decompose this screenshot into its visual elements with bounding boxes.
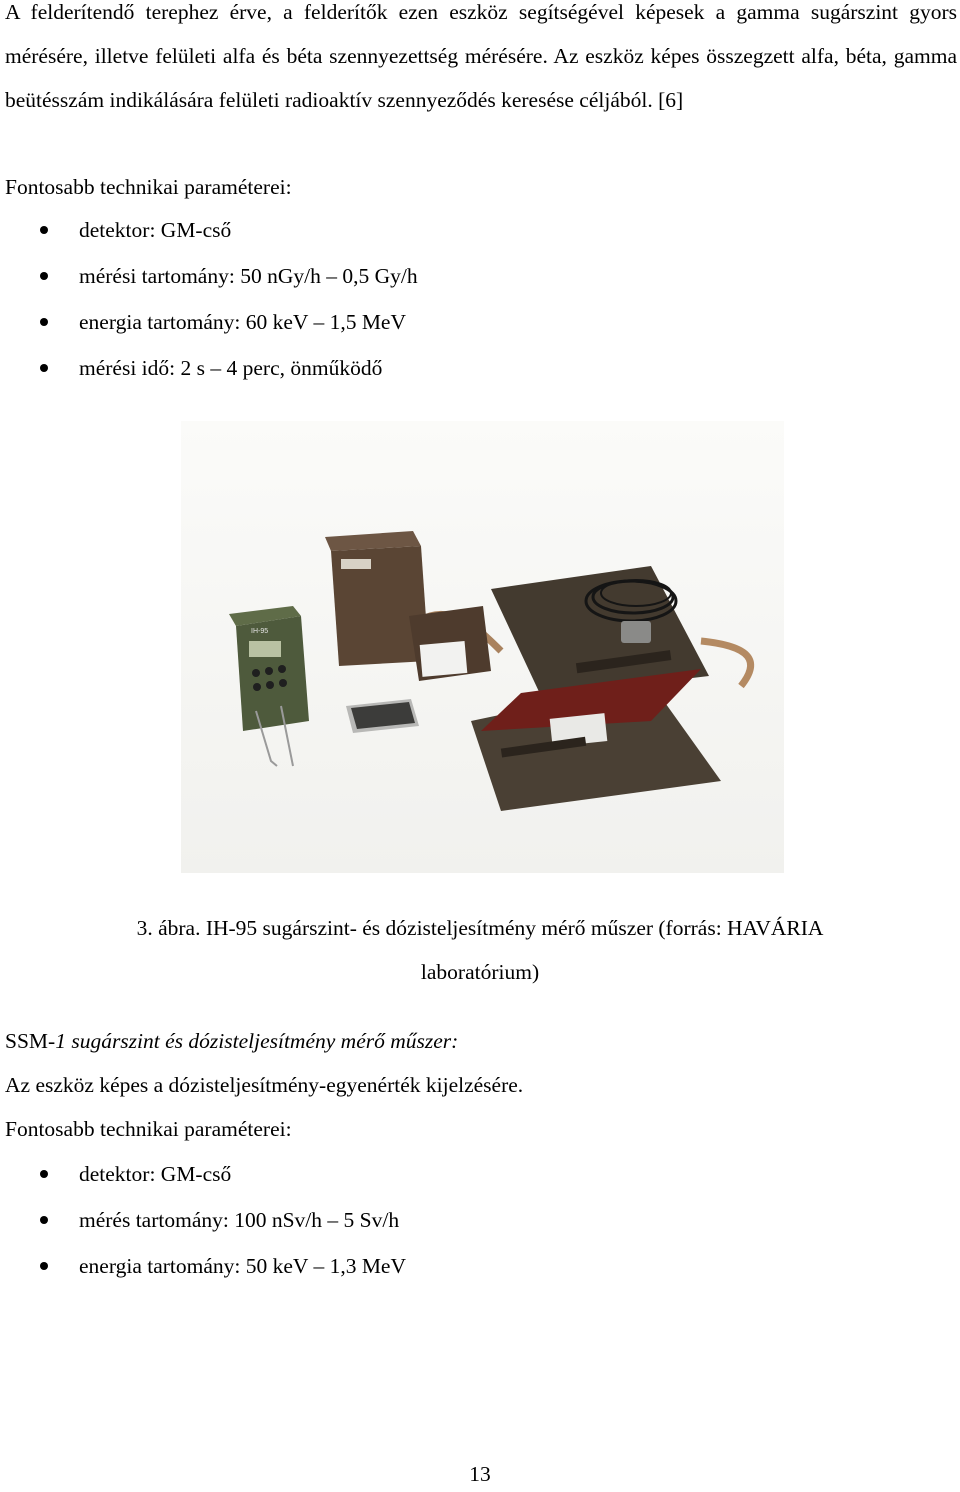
ssm1-title: SSM-1 sugárszint és dózisteljesítmény mérő műszer:	[5, 1029, 459, 1053]
ssm1-description: Az eszköz képes a dózisteljesítmény-egyenérték kijelzésére.	[5, 1073, 524, 1097]
bullet-icon	[40, 364, 48, 372]
list-item: energia tartomány: 60 keV – 1,5 MeV	[0, 299, 418, 345]
ssm1-params-heading: Fontosabb technikai paraméterei:	[5, 1117, 292, 1141]
ih95-params-list	[0, 207, 418, 391]
list-item: detektor: GM-cső	[0, 207, 418, 253]
ih95-params-heading: Fontosabb technikai paraméterei:	[5, 175, 292, 199]
list-item: mérés tartomány: 100 nSv/h – 5 Sv/h	[0, 1197, 406, 1243]
list-item: energia tartomány: 50 keV – 1,3 MeV	[0, 1243, 406, 1289]
bullet-icon	[40, 1262, 48, 1270]
intro-paragraph: A felderítendő terephez érve, a felderítők ezen eszköz segítségével képesek a gamma sugárszint gyors mérésére, illetve felületi alfa és béta szennyezettség mérésére. Az eszköz képes összegzett alfa, béta, gamma beütésszám indikálására felületi radioaktív szennyeződés keresése céljából. [6]	[5, 0, 957, 112]
device-photo	[181, 421, 784, 873]
bullet-icon	[40, 226, 48, 234]
ssm1-params-list	[0, 1151, 406, 1289]
bullet-icon	[40, 318, 48, 326]
bullet-icon	[40, 1170, 48, 1178]
device-label: IH-95	[251, 628, 269, 635]
figure-caption-line-1: 3. ábra. IH-95 sugárszint- és dózisteljesítmény mérő műszer (forrás: HAVÁRIA	[136, 916, 824, 940]
bullet-icon	[40, 1216, 48, 1224]
bullet-icon	[40, 272, 48, 280]
page-number: 13	[469, 1462, 491, 1486]
list-item: detektor: GM-cső	[0, 1151, 406, 1197]
list-item: mérési idő: 2 s – 4 perc, önműködő	[0, 345, 418, 391]
list-item: mérési tartomány: 50 nGy/h – 0,5 Gy/h	[0, 253, 418, 299]
figure-caption-line-2: laboratórium)	[420, 960, 540, 984]
